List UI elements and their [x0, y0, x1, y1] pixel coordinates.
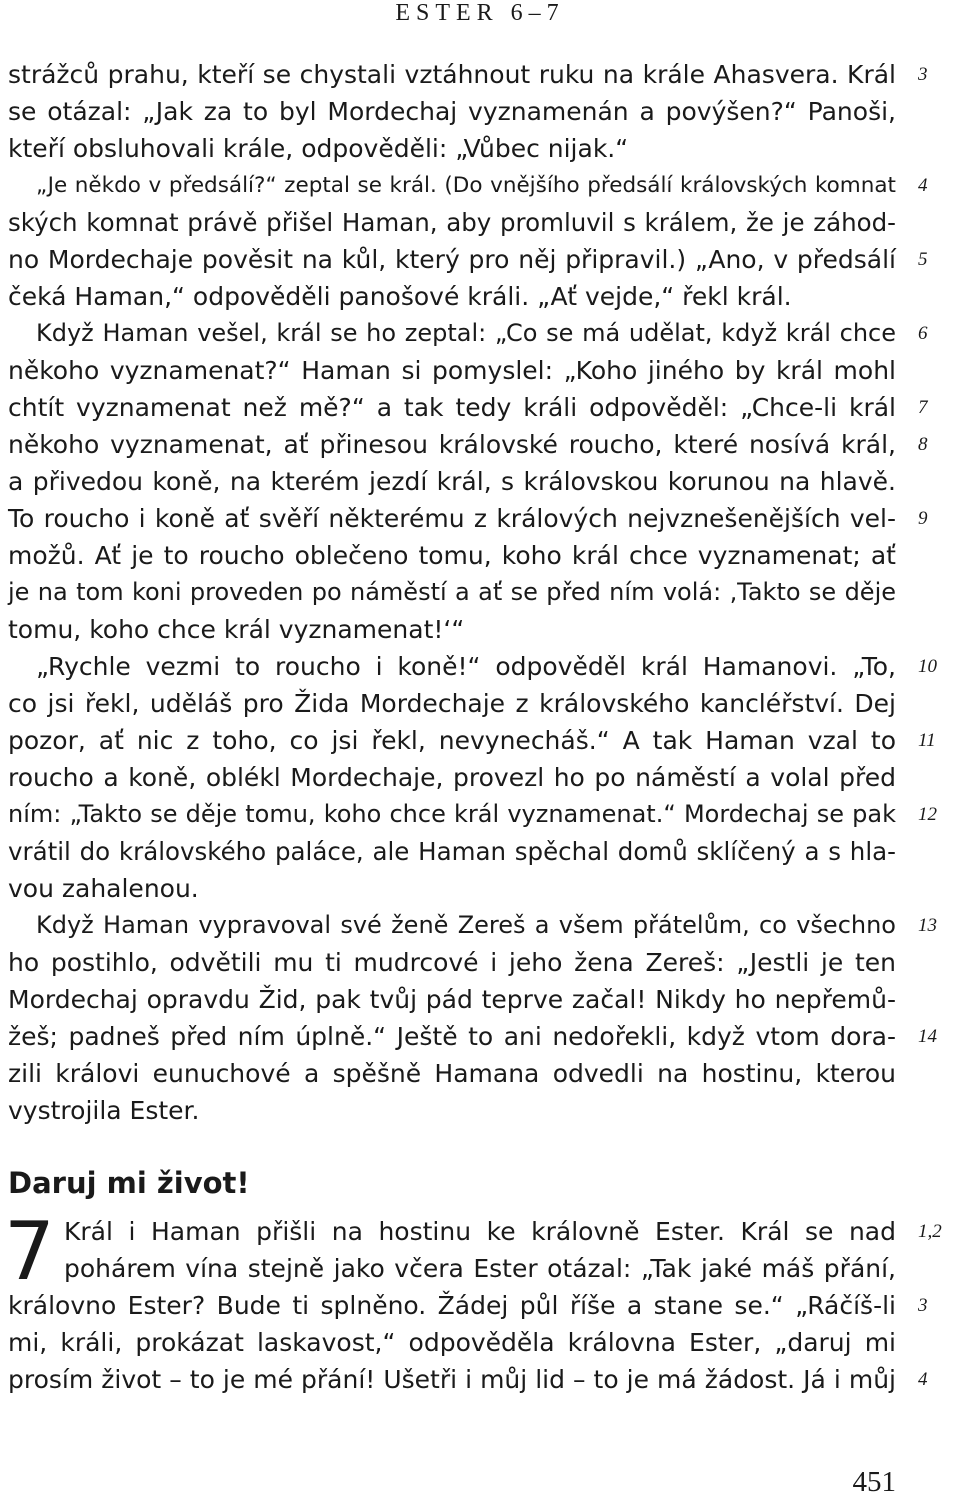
verse-number: 6: [918, 323, 928, 344]
text-line: tomu, koho chce král vyznamenat!‘“: [8, 615, 465, 644]
chapter-drop-cap: 7: [4, 1205, 55, 1298]
text-line: strážců prahu, kteří se chystali vztáhnout ruku na krále Ahasvera. Král: [8, 60, 896, 89]
text-line: vystrojila Ester.: [8, 1096, 200, 1125]
text-line: kteří obsluhovali krále, odpověděli: „Vůbec nijak.“: [8, 134, 629, 163]
chapter-text-line: pohárem vína stejně jako včera Ester otázal: „Tak jaké máš přání,: [64, 1254, 896, 1283]
verse-number: 4: [918, 1369, 928, 1390]
text-line: ho postihlo, odvětili mu ti mudrcové i jeho žena Zereš: „Jestli je ten: [8, 948, 896, 977]
text-line: vou zahalenou.: [8, 874, 199, 903]
text-line: někoho vyznamenat?“ Haman si pomyslel: „Koho jiného by král mohl: [8, 356, 896, 385]
chapter-text-line: Král i Haman přišli na hostinu ke královně Ester. Král se nad: [64, 1217, 896, 1246]
text-line: chtít vyznamenat než mě?“ a tak tedy králi odpověděl: „Chce-li král: [8, 393, 896, 422]
verse-number: 11: [918, 730, 936, 751]
chapter-text-line: prosím život – to je mé přání! Ušetři i můj lid – to je má žádost. Já i můj: [8, 1365, 896, 1394]
text-line: zili královi eunuchové a spěšně Hamana odvedli na hostinu, kterou: [8, 1059, 896, 1088]
text-line: Mordechaj opravdu Žid, pak tvůj pád teprve začal! Nikdy ho nepřemů-: [8, 985, 896, 1014]
text-line: čeká Haman,“ odpověděli panošové králi. „Ať vejde,“ řekl král.: [8, 282, 792, 311]
text-line: ských komnat právě přišel Haman, aby promluvil s králem, že je záhod-: [8, 208, 896, 237]
page-number: 451: [852, 1466, 896, 1498]
text-line: někoho vyznamenat, ať přinesou královské roucho, které nosívá král,: [8, 430, 896, 459]
chapter-text-line: královno Ester? Bude ti splněno. Žádej půl říše a stane se.“ „Ráčíš-li: [8, 1291, 896, 1320]
chapter-text-line: mi, králi, prokázat laskavost,“ odpověděla královna Ester, „daruj mi: [8, 1328, 896, 1357]
text-line: roucho a koně, oblékl Mordechaje, provezl ho po náměstí a volal před: [8, 763, 896, 792]
text-line: co jsi řekl, uděláš pro Žida Mordechaje z královského kancléřství. Dej: [8, 689, 896, 718]
text-line: se otázal: „Jak za to byl Mordechaj vyznamenán a povýšen?“ Panoši,: [8, 97, 896, 126]
text-line: no Mordechaje pověsit na kůl, který pro něj připravil.) „Ano, v předsálí: [8, 245, 896, 274]
verse-number: 14: [918, 1026, 937, 1047]
text-line: možů. Ať je to roucho oblečeno tomu, koho král chce vyznamenat; ať: [8, 541, 896, 570]
running-header: ESTER 6–7: [395, 0, 565, 26]
text-line: Když Haman vypravoval své ženě Zereš a všem přátelům, co všechno: [36, 911, 896, 939]
text-line: „Rychle vezmi to roucho i koně!“ odpověděl král Hamanovi. „To,: [36, 652, 896, 681]
text-line: Když Haman vešel, král se ho zeptal: „Co se má udělat, když král chce: [36, 319, 896, 347]
text-line: pozor, ať nic z toho, co jsi řekl, nevynecháš.“ A tak Haman vzal to: [8, 726, 896, 755]
section-heading: Daruj mi život!: [8, 1166, 250, 1200]
verse-number: 10: [918, 656, 937, 677]
verse-number: 4: [918, 175, 928, 196]
text-line: vrátil do královského paláce, ale Haman spěchal domů sklíčený a s hla-: [8, 837, 896, 866]
verse-number: 8: [918, 434, 928, 455]
text-line: je na tom koni proveden po náměstí a ať se před ním volá: ‚Takto se děje: [8, 578, 896, 606]
verse-number: 1,2: [918, 1221, 942, 1242]
verse-number: 9: [918, 508, 928, 529]
verse-number: 3: [918, 1295, 928, 1316]
verse-number: 7: [918, 397, 928, 418]
text-line: To roucho i koně ať svěří některému z králových nejvznešenějších vel-: [8, 504, 896, 533]
text-line: „Je někdo v předsálí?“ zeptal se král. (Do vnějšího předsálí královských komnat: [36, 173, 896, 198]
verse-number: 3: [918, 64, 928, 85]
verse-number: 5: [918, 249, 928, 270]
verse-number: 13: [918, 915, 937, 936]
text-line: ním: „Takto se děje tomu, koho chce král vyznamenat.“ Mordechaj se pak: [8, 800, 896, 828]
verse-number: 12: [918, 804, 937, 825]
text-line: a přivedou koně, na kterém jezdí král, s královskou korunou na hlavě.: [8, 467, 896, 496]
text-line: žeš; padneš před ním úplně.“ Ještě to ani nedořekli, když vtom dora-: [8, 1022, 896, 1051]
